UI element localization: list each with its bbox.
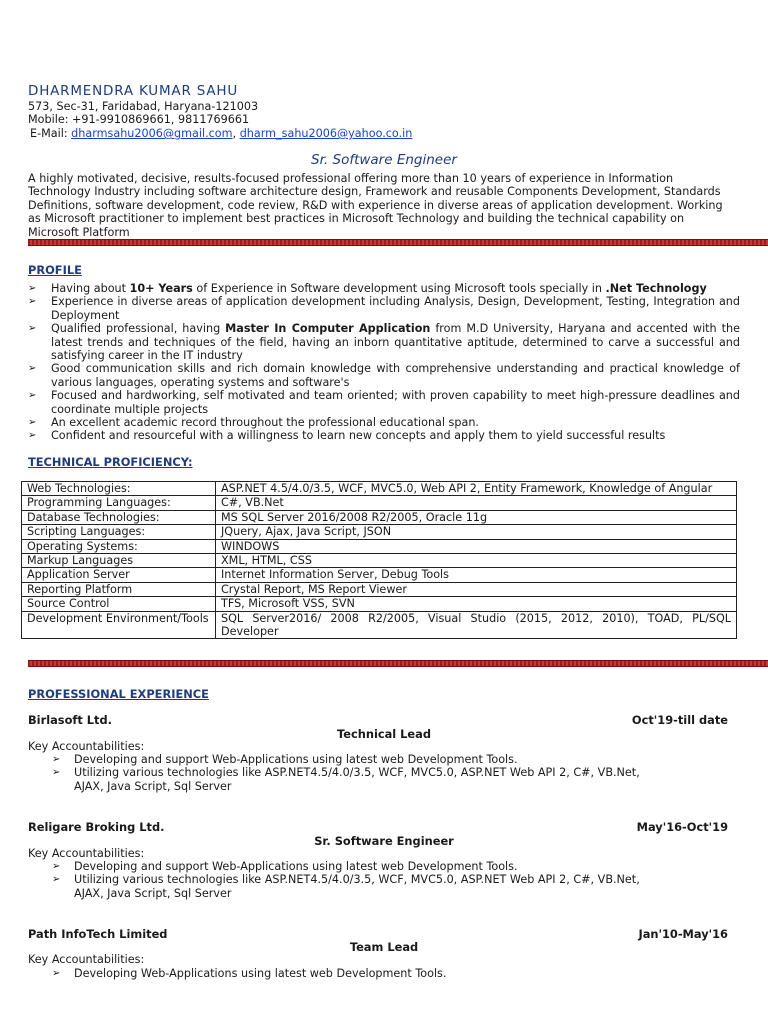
tech-values: Internet Information Server, Debug Tools <box>216 568 737 582</box>
table-row <box>22 510 737 524</box>
table-row <box>22 597 737 611</box>
job-dates: May'16-Oct'19 <box>636 820 728 834</box>
arrow-bullet-icon: ➢ <box>28 323 37 335</box>
job-title: Sr. Software Engineer <box>311 152 457 168</box>
job-role: Sr. Software Engineer <box>314 834 454 848</box>
text: Focused and hardworking, self motivated and team oriented; with proven capability to meet high-pressure deadlines and coordinate multiple projects <box>51 389 740 416</box>
email-line <box>30 127 412 141</box>
list-item <box>28 429 740 442</box>
tech-category: Scripting Languages: <box>22 525 216 539</box>
job-role: Technical Lead <box>337 727 431 741</box>
job-dates: Jan'10-May'16 <box>638 927 728 941</box>
arrow-bullet-icon: ➢ <box>28 283 37 294</box>
company-name: Religare Broking Ltd. <box>28 820 165 834</box>
table-row <box>22 611 737 639</box>
list-item <box>28 295 740 322</box>
arrow-bullet-icon: ➢ <box>28 430 37 442</box>
table-row <box>22 482 737 496</box>
tech-values: SQL Server2016/ 2008 R2/2005, Visual Studio (2015, 2012, 2010), TOAD, PL/SQL Developer <box>216 611 737 639</box>
list-item <box>52 766 652 793</box>
key-accountabilities-label: Key Accountabilities: <box>28 847 145 860</box>
accountability-list <box>52 967 652 980</box>
arrow-bullet-icon: ➢ <box>52 754 61 765</box>
key-accountabilities-label: Key Accountabilities: <box>28 740 145 753</box>
job-dates: Oct'19-till date <box>631 713 728 727</box>
table-row <box>22 554 737 568</box>
text: Having about <box>51 282 130 295</box>
tech-category: Operating Systems: <box>22 539 216 553</box>
table-row <box>22 496 737 510</box>
tech-values: C#, VB.Net <box>216 496 737 510</box>
tech-category: Programming Languages: <box>22 496 216 510</box>
list-item <box>28 416 740 429</box>
company-name: Path InfoTech Limited <box>28 927 168 941</box>
arrow-bullet-icon: ➢ <box>28 390 37 402</box>
arrow-bullet-icon: ➢ <box>52 767 61 779</box>
table-row <box>22 582 737 596</box>
tech-values: WINDOWS <box>216 539 737 553</box>
table-row <box>22 539 737 553</box>
text-bold: 10+ Years <box>129 282 193 295</box>
tech-values: ASP.NET 4.5/4.0/3.5, WCF, MVC5.0, Web API 2, Entity Framework, Knowledge of Angular <box>216 482 737 496</box>
text: Developing and support Web-Applications using latest web Development Tools. <box>74 753 518 766</box>
text: Qualified professional, having <box>51 322 226 336</box>
list-item <box>28 322 740 362</box>
table-row <box>22 568 737 582</box>
tech-category: Source Control <box>22 597 216 611</box>
list-item <box>28 282 740 295</box>
list-item <box>52 873 652 900</box>
arrow-bullet-icon: ➢ <box>52 861 61 872</box>
text: Developing and support Web-Applications using latest web Development Tools. <box>74 860 518 873</box>
profile-list <box>28 282 740 443</box>
text: An excellent academic record throughout the professional educational span. <box>51 416 479 430</box>
text: Experience in diverse areas of application development including Analysis, Design, Development, Testing, Integration and Deployment <box>51 295 740 322</box>
text: of Experience in Software development using Microsoft tools specially in <box>192 282 606 295</box>
company-name: Birlasoft Ltd. <box>28 713 112 727</box>
arrow-bullet-icon: ➢ <box>28 417 37 429</box>
tech-values: MS SQL Server 2016/2008 R2/2005, Oracle 11g <box>216 510 737 524</box>
list-item <box>52 967 652 980</box>
accountability-list <box>52 753 652 793</box>
tech-values: JQuery, Ajax, Java Script, JSON <box>216 525 737 539</box>
key-accountabilities-label: Key Accountabilities: <box>28 953 145 966</box>
email-label: E-Mail: <box>30 127 72 140</box>
tech-category: Development Environment/Tools <box>22 611 216 639</box>
text: Developing Web-Applications using latest web Development Tools. <box>74 967 447 980</box>
email-link-yahoo[interactable]: dharm_sahu2006@yahoo.co.in <box>239 127 413 140</box>
text-bold: .Net Technology <box>605 282 707 295</box>
technical-table <box>21 481 737 639</box>
summary-paragraph: A highly motivated, decisive, results-focused professional offering more than 10 years of experience in Information Technology Industry including software architecture design, Framework and reusable Components Development, Standards Definitions, software development, code review, R&D with experience in diverse areas of application development. Working as Microsoft practitioner to implement best practices in Microsoft Technology and building the technical capability on Microsoft Platform <box>28 172 723 239</box>
email-link-gmail[interactable]: dharmsahu2006@gmail.com <box>71 127 233 140</box>
experience-heading: PROFESSIONAL EXPERIENCE <box>28 687 209 701</box>
tech-category: Reporting Platform <box>22 582 216 596</box>
list-item <box>52 860 652 873</box>
mobile: Mobile: +91-9910869661, 9811769661 <box>28 113 250 126</box>
candidate-name: DHARMENDRA KUMAR SAHU <box>28 83 239 99</box>
tech-category: Markup Languages <box>22 554 216 568</box>
text-bold: Master In Computer Application <box>225 322 431 336</box>
profile-heading: PROFILE <box>28 263 82 277</box>
address: 573, Sec-31, Faridabad, Haryana-121003 <box>28 100 259 113</box>
accountability-list <box>52 860 652 900</box>
text: Good communication skills and rich domain knowledge with comprehensive understanding and practical knowledge of various languages, operating systems and software's <box>51 362 740 389</box>
text: Confident and resourceful with a willingness to learn new concepts and apply them to yield successful results <box>51 429 666 443</box>
tech-category: Application Server <box>22 568 216 582</box>
arrow-bullet-icon: ➢ <box>52 874 61 886</box>
list-item <box>28 362 740 389</box>
list-item <box>52 753 652 766</box>
tech-values: TFS, Microsoft VSS, SVN <box>216 597 737 611</box>
arrow-bullet-icon: ➢ <box>52 968 61 979</box>
job-role: Team Lead <box>349 940 419 954</box>
section-divider <box>28 660 768 667</box>
section-divider <box>28 239 768 246</box>
table-row <box>22 525 737 539</box>
technical-heading: TECHNICAL PROFICIENCY: <box>28 455 193 469</box>
tech-values: XML, HTML, CSS <box>216 554 737 568</box>
arrow-bullet-icon: ➢ <box>28 363 37 375</box>
text: Utilizing various technologies like ASP.NET4.5/4.0/3.5, WCF, MVC5.0, ASP.NET Web API 2, C#, VB.Net, AJAX, Java Script, Sql Server <box>74 873 640 900</box>
tech-category: Database Technologies: <box>22 510 216 524</box>
text: Utilizing various technologies like ASP.NET4.5/4.0/3.5, WCF, MVC5.0, ASP.NET Web API 2, C#, VB.Net, AJAX, Java Script, Sql Server <box>74 766 640 793</box>
list-item <box>28 389 740 416</box>
arrow-bullet-icon: ➢ <box>28 296 37 308</box>
text: from M.D University, Haryana and accented with the latest trends and techniques of the field, having an inborn quantitative aptitude, determined to carve a successful and satisfying career in the IT industry <box>51 322 740 363</box>
tech-category: Web Technologies: <box>22 482 216 496</box>
tech-values: Crystal Report, MS Report Viewer <box>216 582 737 596</box>
email-separator: , <box>232 127 240 140</box>
